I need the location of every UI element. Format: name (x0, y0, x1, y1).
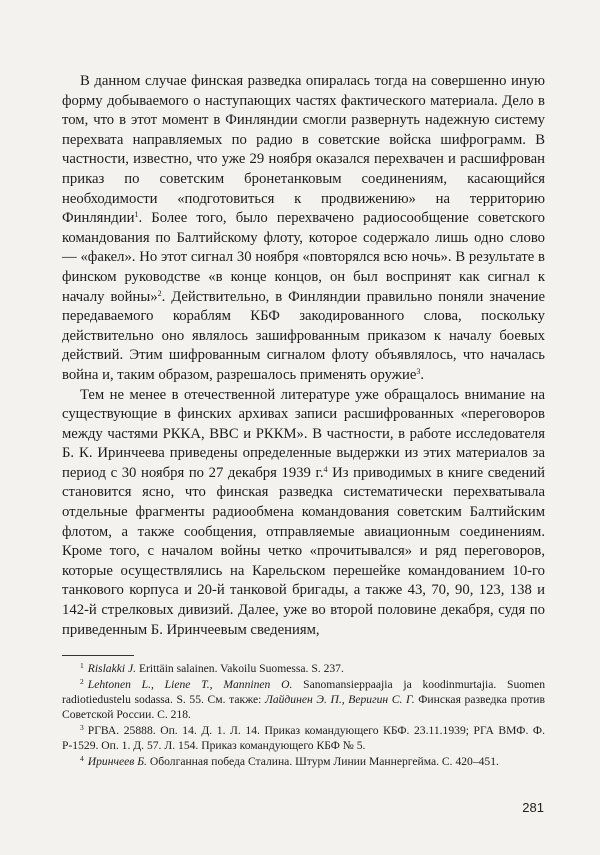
document-page (62, 72, 545, 769)
paragraph-text: В данном случае финская разведка опиралась тогда на совершенно иную форму добываемого о наступающих частях фактического материала. Дело в том, что в этот момент в Финляндии смогли развернуть надежную систему перехвата направляемых по радио в советские войска шифрограмм. В частности, известно, что уже 29 ноября оказался перехвачен и расшифрован приказ по советским бронетанковым соединениям, касающийся необходимости «подготовиться к продвижению» на территорию Финляндии (62, 73, 545, 227)
paragraph-text: Тем не менее в отечественной литературе уже обращалось внимание на существующие в финских архивах записи расшифрованных «переговоров между частями РККА, ВВС и РККМ». В частности, в работе исследователя Б. К. Иринчеева приведены определенные выдержки из этих материалов за период с 30 ноября по 27 декабря 1939 г. (62, 386, 545, 481)
footnote-author: Rislakki J. (87, 662, 137, 676)
footnote-4 (62, 754, 545, 769)
footnote-text: РГВА. 25888. Оп. 14. Д. 1. Л. 14. Приказ командующего КБФ. 23.11.1939; РГА ВМФ. Ф. Р-1529. Оп. 1. Д. 57. Л. 154. Приказ командующего КБФ № 5. (62, 723, 545, 753)
paragraph-text: Из приводимых в книге сведений становится ясно, что финская разведка систематически перехватывала отдельные фрагменты радиообмена командования советским Балтийским флотом, а также сообщения, отправляемые авиационным соединениям. Кроме того, с началом войны четко «прочитывался» и ряд переговоров, которые осуществлялись на Карельском перешейке командованием 10-го танкового корпуса и 20-й танковой бригады, а также 43, 70, 90, 123, 138 и 142-й стрелковых дивизий. Далее, уже во второй половине декабря, судя по приведенным Б. Иринчеевым сведениям, (62, 464, 545, 638)
footnote-text: Erittäin salainen. Vakoilu Suomessa. S. 237. (136, 662, 344, 676)
footnote-number: 2 (80, 676, 84, 686)
paragraph-2 (62, 386, 545, 641)
footnote-ref: 2 (157, 288, 162, 298)
footnote-author: Лайдинен Э. П., Веригин С. Г. (264, 693, 415, 707)
footnote-number: 4 (80, 753, 84, 763)
footnotes (62, 655, 545, 769)
paragraph-text: . Действительно, в Финляндии правильно поняли значение передаваемого кораблям КБФ закодированного слова, поскольку действительно оно являлось зашифрованным приказом к началу боевых действий. Этим шифрованным сигналом флоту объявлялось, что началась война и, таким образом, разрешалось применять оружие (62, 288, 545, 383)
footnote-1 (62, 661, 545, 676)
footnote-ref: 3 (416, 366, 421, 376)
footnote-2 (62, 677, 545, 723)
paragraph-1: В данном случае финская разведка опиралась тогда на совершенно иную форму добываемого о наступающих частях фактического материала. Дело в том, что в этот момент в Финляндии смогли развернуть надежную систему перехвата направляемых по радио в советские войска шифрограмм. В частности, известно, что уже 29 ноября оказался перехвачен и расшифрован приказ по советским бронетанковым соединениям, касающийся необходимости «подготовиться к продвижению» на территорию Финляндии$^1$. Более того, было перехвачено радиосообщение советского командования по Балтийскому флоту, которое содержало лишь одно слово — «факел». Но этот сигнал 30 ноября «повторялся всю ночь». В результате в финском руководстве «в конце концов, он был воспринят как сигнал к началу войны»$^2$. Действительно, в Финляндии правильно поняли значение передаваемого кораблям КБФ закодированного слова, поскольку действительно оно являлось зашифрованным приказом к началу боевых действий. Этим шифрованным сигналом флоту объявлялось, что началась война и, таким образом, разрешалось применять оружие$^3$. (62, 73, 545, 383)
footnote-author: Иринчеев Б. (87, 754, 147, 768)
footnote-author: Lehtonen L., Liene T., Manninen O. (87, 677, 293, 691)
body-text (62, 72, 545, 640)
page-number: 281 (522, 800, 544, 815)
paragraph-text: . Более того, было перехвачено радиосообщение советского командования по Балтийскому флоту, которое содержало лишь одно слово — «факел». Но этот сигнал 30 ноября «повторялся всю ночь». В результате в финском руководстве «в конце концов, он был воспринят как сигнал к началу войны» (62, 210, 545, 305)
footnote-text: Финская разведка против Советской России. С. 218. (62, 693, 545, 722)
footnote-3 (62, 723, 545, 754)
footnote-divider (62, 655, 134, 656)
footnote-ref: 4 (323, 464, 328, 474)
footnote-text: Sanomansieppaajia ja koodinmurtajia. Suomen radiotiedustelu sodassa. S. 55. См. также: (62, 677, 545, 707)
footnote-number: 3 (80, 722, 84, 732)
footnote-number: 1 (80, 661, 84, 671)
footnote-text: Оболганная победа Сталина. Штурм Линии Маннергейма. С. 420–451. (146, 754, 499, 768)
footnote-ref: 1 (134, 210, 139, 220)
